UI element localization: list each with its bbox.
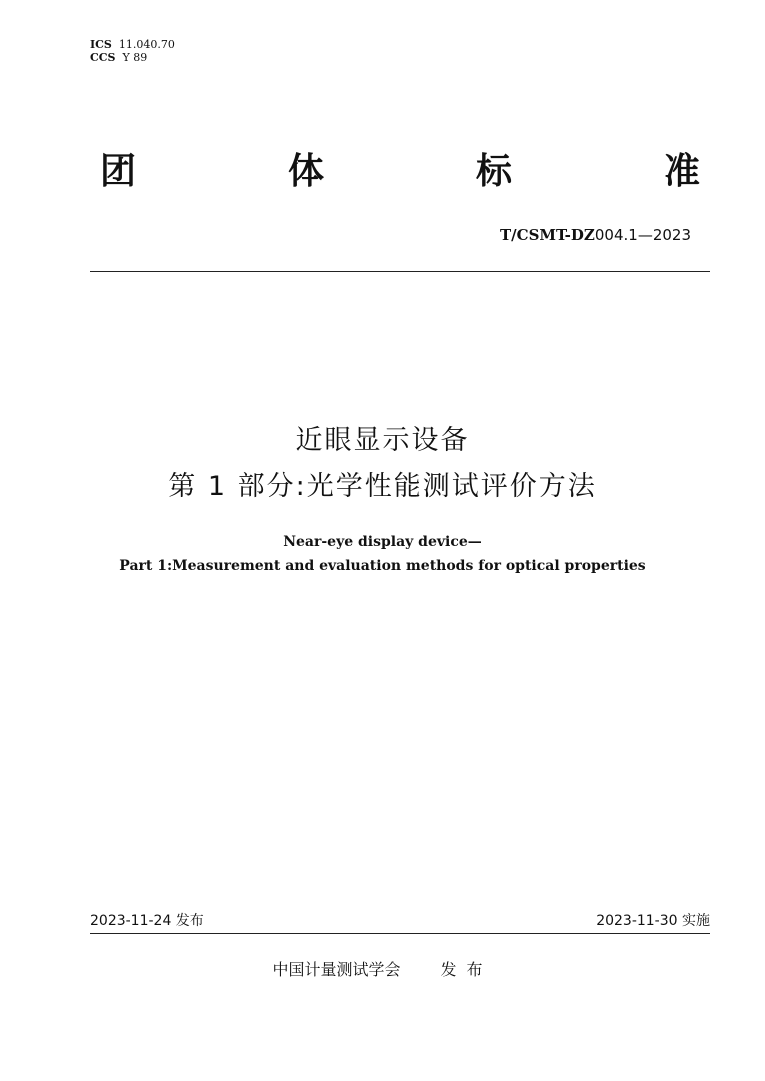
publisher-name: 中国计量测试学会 xyxy=(272,960,401,979)
publisher xyxy=(0,957,765,980)
title-en-line1: Near-eye display device— xyxy=(283,534,482,550)
title-zh-line1: 近眼显示设备 xyxy=(295,425,470,456)
standard-type-char: 团 xyxy=(100,151,137,192)
standard-type-char: 标 xyxy=(475,151,512,192)
release-date: 2023-11-24 发布 xyxy=(90,913,204,929)
standard-type-heading xyxy=(100,150,700,194)
standard-number: T/CSMT-DZ004.1—2023 xyxy=(499,226,691,244)
standard-type-char: 体 xyxy=(287,151,324,192)
ccs-code: CCS Y 89 xyxy=(90,51,148,64)
ics-code: ICS 11.040.70 xyxy=(90,38,175,51)
implementation-date: 2023-11-30 实施 xyxy=(596,913,710,929)
standard-type-char: 准 xyxy=(663,151,700,192)
classification-codes xyxy=(90,38,175,64)
title-en-line2: Part 1:Measurement and evaluation methods for optical properties xyxy=(119,558,646,574)
title-zh-line2: 第 1 部分:光学性能测试评价方法 xyxy=(168,471,597,502)
header-divider xyxy=(90,271,710,272)
footer-divider xyxy=(90,933,710,934)
publisher-action: 发布 xyxy=(440,960,493,979)
